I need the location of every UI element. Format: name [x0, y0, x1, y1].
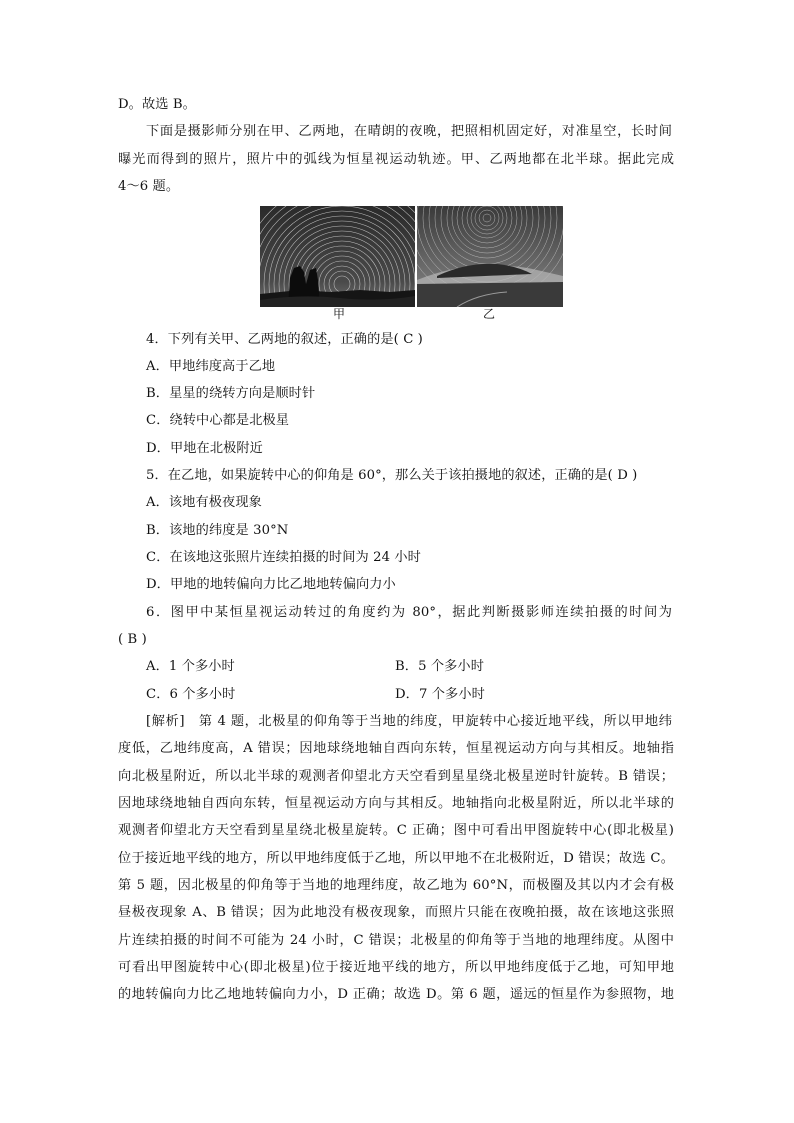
star-trail-figure — [260, 206, 563, 307]
question-4: 4．下列有关甲、乙两地的叙述，正确的是( C ) — [146, 332, 423, 347]
question-4-option-c: C．绕转中心都是北极星 — [146, 413, 290, 428]
question-5-option-b: B．该地的纬度是 30°N — [146, 523, 289, 538]
explanation-line-3: 向北极星附近，所以北半球的观测者仰望北方天空看到星星绕北极星逆时针旋转。B 错误； — [118, 769, 674, 784]
question-6-answer: ( B ) — [118, 632, 147, 647]
question-6-option-b: B．5 个多小时 — [395, 659, 485, 674]
question-5-option-a: A．该地有极夜现象 — [146, 495, 262, 510]
intro-line-2: 曝光而得到的照片，照片中的弧线为恒星视运动轨迹。甲、乙两地都在北半球。据此完成 — [118, 152, 674, 167]
prev-answer-line: D。故选 B。 — [118, 97, 196, 112]
question-6-option-a: A．1 个多小时 — [146, 659, 235, 674]
question-4-option-b: B．星星的绕转方向是顺时针 — [146, 386, 316, 401]
question-5-option-d: D．甲地的地转偏向力比乙地地转偏向力小 — [146, 577, 396, 592]
caption-yi: 乙 — [483, 307, 496, 321]
intro-line-1: 下面是摄影师分别在甲、乙两地，在晴朗的夜晚，把照相机固定好，对准星空，长时间 — [146, 124, 672, 139]
question-6: 6．图甲中某恒星视运动转过的角度约为 80°，据此判断摄影师连续拍摄的时间为 — [146, 605, 672, 620]
explanation-line-2: 度低，乙地纬度高，A 错误；因地球绕地轴自西向东转，恒星视运动方向与其相反。地轴指 — [118, 741, 674, 756]
explanation-line-5: 观测者仰望北方天空看到星星绕北极星旋转。C 正确；图中可看出甲图旋转中心(即北极星) — [118, 823, 674, 838]
explanation-line-4: 因地球绕地轴自西向东转，恒星视运动方向与其相反。地轴指向北极星附近，所以北半球的 — [118, 796, 674, 811]
question-4-option-a: A．甲地纬度高于乙地 — [146, 359, 276, 374]
explanation-line-1: [解析] 第 4 题，北极星的仰角等于当地的纬度，甲旋转中心接近地平线，所以甲地纬 — [146, 714, 672, 729]
explanation-line-6: 位于接近地平线的地方，所以甲地纬度低于乙地，所以甲地不在北极附近，D 错误；故选 C。 — [118, 851, 674, 866]
question-6-option-c: C．6 个多小时 — [146, 687, 236, 702]
photo-jia — [260, 206, 415, 307]
question-5-option-c: C．在该地这张照片连续拍摄的时间为 24 小时 — [146, 550, 421, 565]
explanation-line-8: 昼极夜现象 A、B 错误；因为此地没有极夜现象，而照片只能在夜晚拍摄，故在该地这张照 — [118, 905, 674, 920]
explanation-line-11: 的地转偏向力比乙地地转偏向力小，D 正确；故选 D。第 6 题，遥远的恒星作为参照物，地 — [118, 987, 674, 1002]
question-5: 5．在乙地，如果旋转中心的仰角是 60°，那么关于该拍摄地的叙述，正确的是( D ) — [146, 468, 638, 483]
intro-line-3: 4～6 题。 — [118, 179, 180, 194]
question-6-option-d: D．7 个多小时 — [395, 687, 485, 702]
question-4-option-d: D．甲地在北极附近 — [146, 441, 263, 456]
explanation-line-10: 可看出甲图旋转中心(即北极星)位于接近地平线的地方，所以甲地纬度低于乙地，可知甲地 — [118, 960, 674, 975]
caption-jia: 甲 — [333, 307, 346, 321]
explanation-line-7: 第 5 题，因北极星的仰角等于当地的地理纬度，故乙地为 60°N，而极圈及其以内才会有极 — [118, 878, 674, 893]
explanation-line-9: 片连续拍摄的时间不可能为 24 小时，C 错误；北极星的仰角等于当地的地理纬度。从图中 — [118, 933, 674, 948]
photo-yi — [417, 206, 563, 307]
